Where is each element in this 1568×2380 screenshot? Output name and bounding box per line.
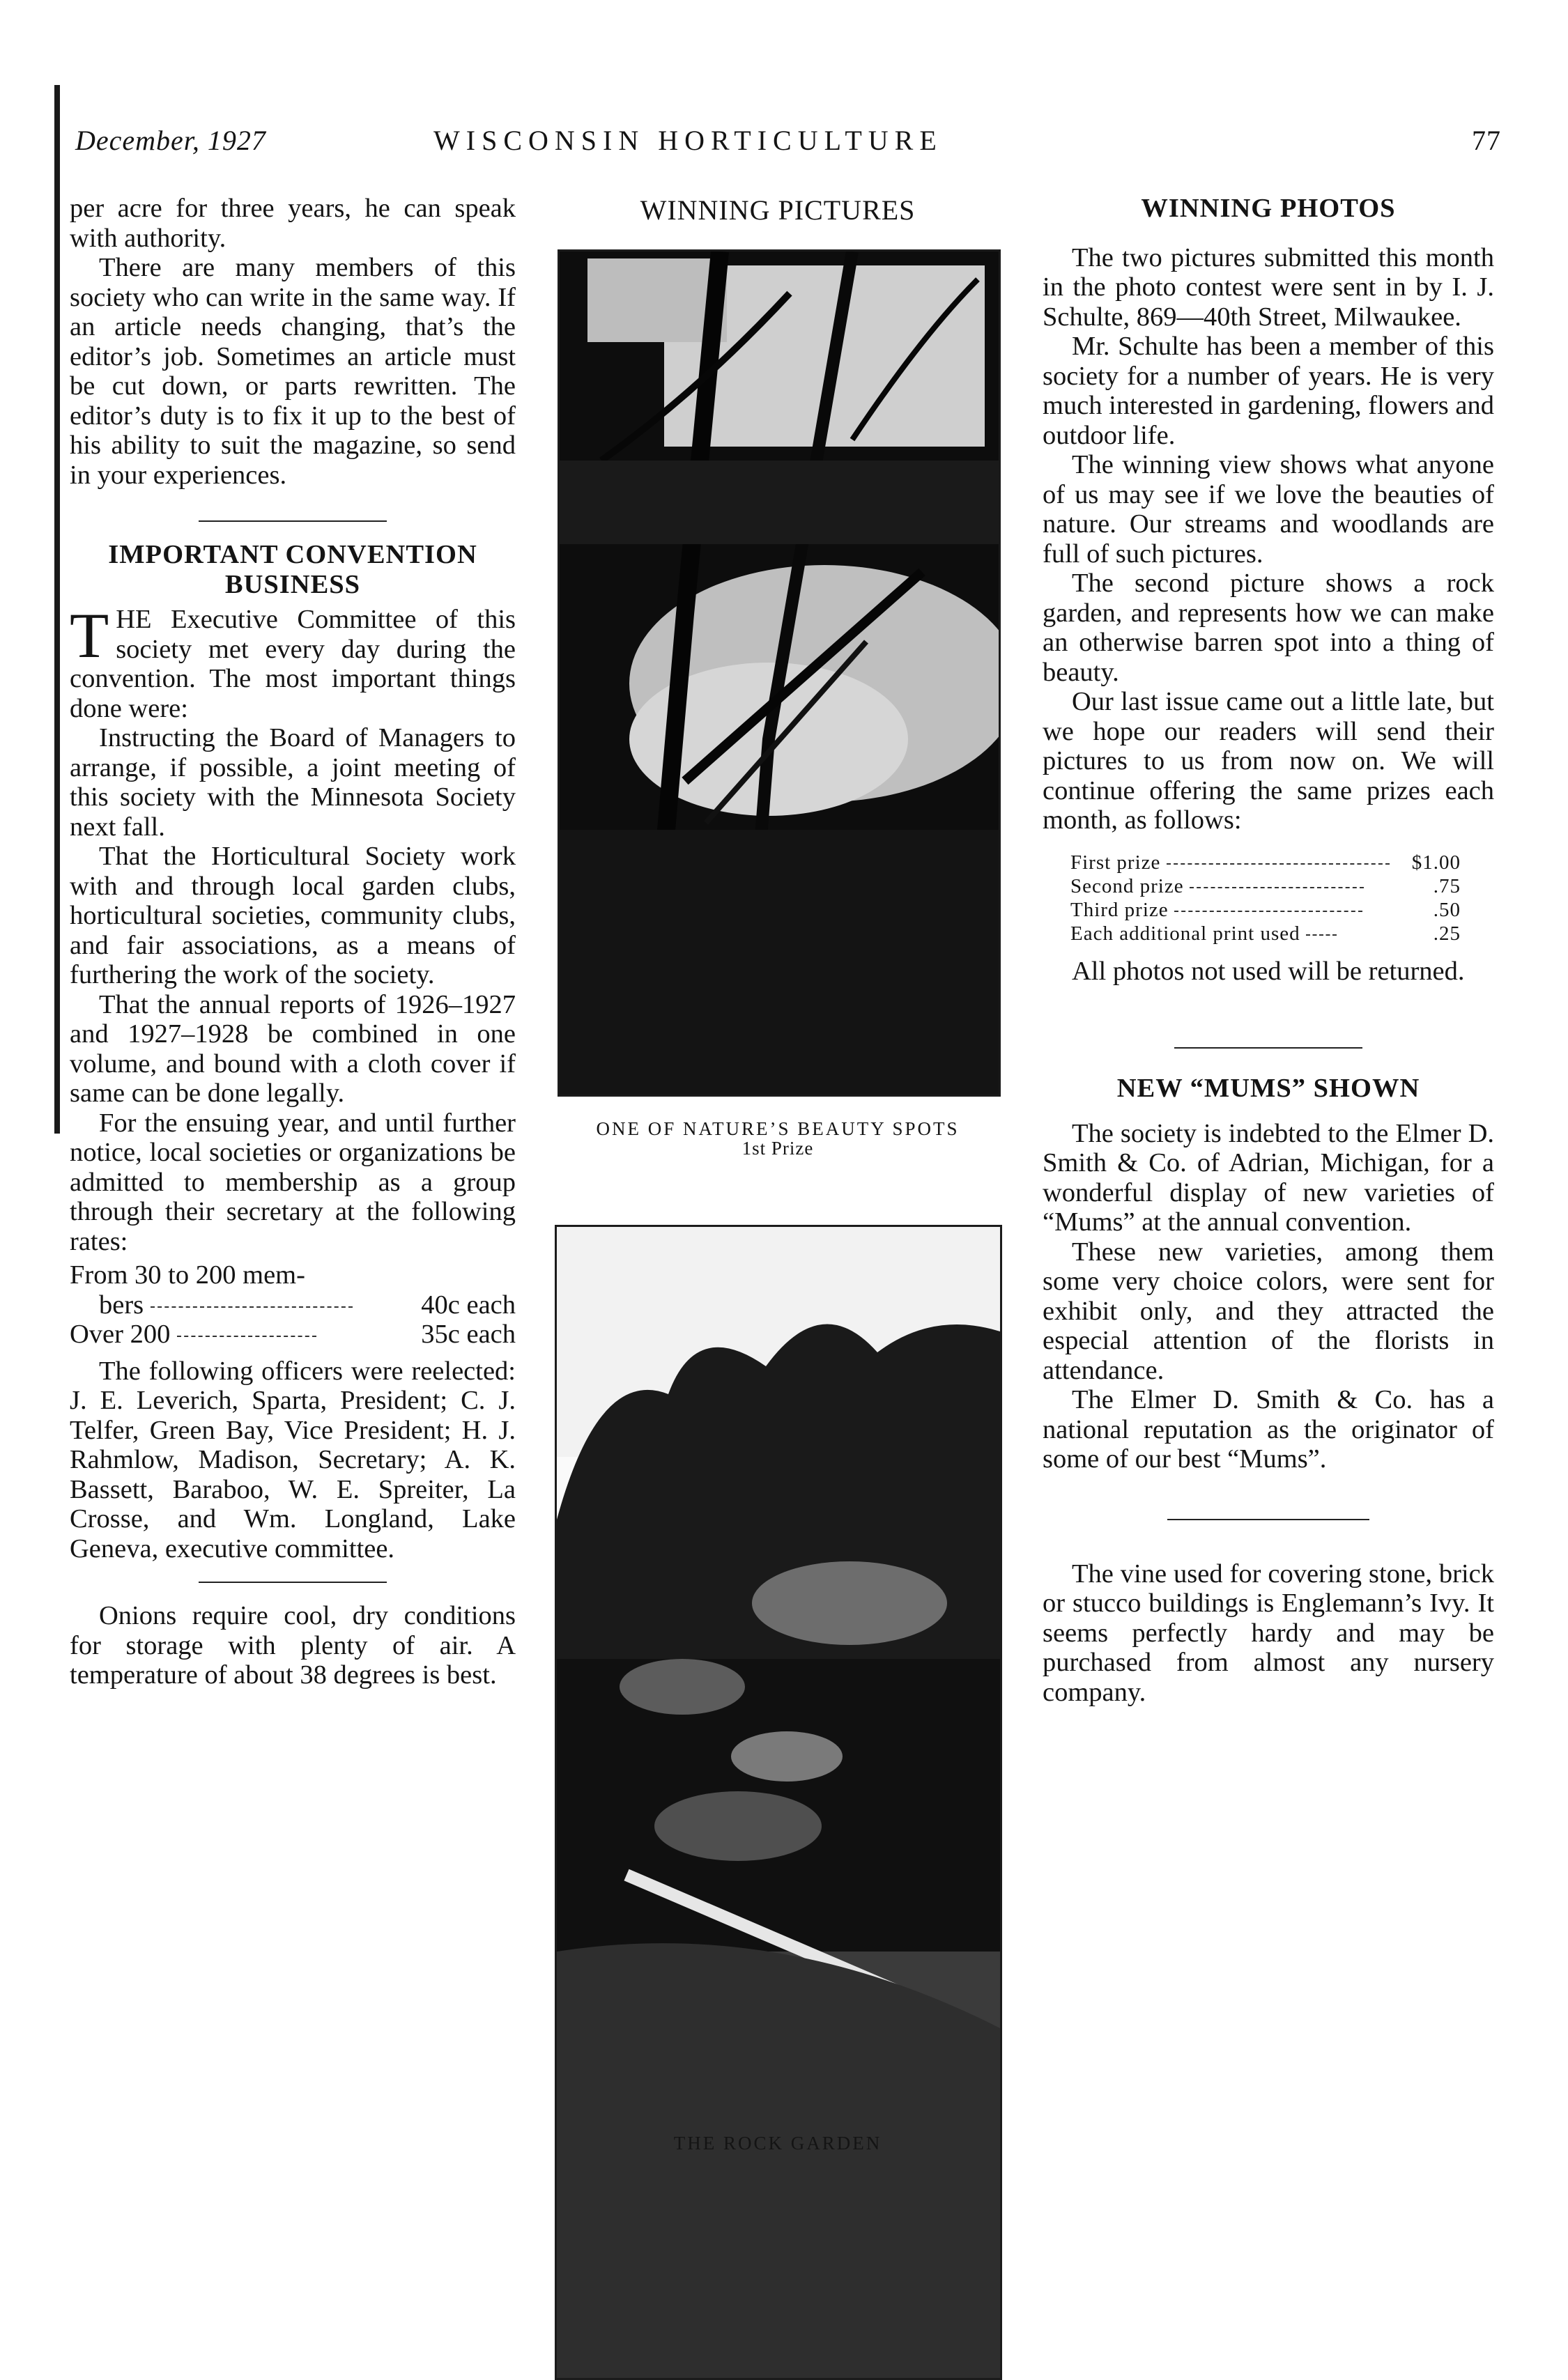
journal-title: WISCONSIN HORTICULTURE [433,125,943,156]
rate-label-cont: bers [70,1290,404,1320]
paragraph: Mr. Schulte has been a member of this society for a number of years. He is very much interested in gardening, flowers and outdoor life. [1043,332,1494,450]
rate-label: From 30 to 200 mem- [70,1260,305,1290]
table-row [1070,898,1461,922]
prize-label: Second prize [1070,874,1408,898]
paragraph: The two pictures submitted this month in the photo contest were sent in by I. J. Schulte, 869—40th Street, Milwaukee. [1043,242,1494,332]
prize-table [1070,851,1461,945]
table-row [1070,922,1461,945]
prize-value: .25 [1433,922,1461,945]
paragraph: The second picture shows a rock garden, and represents how we can make an otherwise barren spot into a thing of beauty. [1043,569,1494,687]
mums-section-title: NEW “MUMS” SHOWN [1116,1074,1420,1103]
ivy-note: The vine used for covering stone, brick or stucco buildings is Englemann’s Ivy. It seems perfectly hardy and may be purchased from almost any nursery company. [1043,1559,1494,1707]
prize-value: .75 [1433,874,1461,897]
leader-dots [151,1306,353,1308]
membership-rates-table [70,1260,516,1350]
photo2-caption: THE ROCK GARDEN [673,2133,882,2154]
paragraph: Instructing the Board of Managers to arrange, if possible, a joint meeting of this society with the Minnesota Society next fall. [70,723,516,842]
drop-cap: T [70,600,109,671]
paragraph: per acre for three years, he can speak with authority. [70,194,516,253]
table-row [1070,874,1461,898]
prize-value: .50 [1433,898,1461,921]
table-row [70,1320,516,1350]
paragraph: These new varieties, among them some very choice colors, were sent for exhibit only, and they attracted the especial attention of the florists in attendance. [1043,1237,1494,1385]
rate-value: 40c each [421,1290,516,1320]
page-number: 77 [1472,125,1501,156]
right-column [1043,194,1494,1707]
reflection-photo-graphic [560,252,999,1095]
section-divider [199,1582,387,1583]
rock-garden-photo-graphic [557,1227,1000,2378]
prize-label: Third prize [1070,898,1408,922]
prize-label: First prize [1070,851,1408,874]
table-row [70,1260,516,1290]
onions-note: Onions require cool, dry conditions for storage with plenty of air. A temperature of about 38 degrees is best. [70,1601,516,1690]
paragraph: The society is indebted to the Elmer D. Smith & Co. of Adrian, Michigan, for a wonderful display of new varieties of “Mums” at the annual convention. [1043,1118,1494,1237]
leader-dots [177,1336,316,1337]
table-row [70,1290,516,1320]
paragraph: That the annual reports of 1926–1927 and 1927–1928 be combined in one volume, and bound with a cloth cover if same can be done legally. [70,989,516,1108]
photo1-caption: ONE OF NATURE’S BEAUTY SPOTS 1st Prize [596,1118,960,1159]
paragraph: There are many members of this society who can write in the same way. If an article needs changing, that’s the editor’s job. Sometimes an article must be cut down, or parts rewritten. The editor’s duty is to fix it up to the best of his ability to suit the magazine, so send in your experiences. [70,253,516,490]
rate-value: 35c each [421,1320,516,1349]
section-divider [1167,1519,1369,1520]
winning-pictures-title: WINNING PICTURES [640,194,916,226]
paragraph: All photos not used will be returned. [1072,956,1465,986]
prize-value: $1.00 [1411,851,1461,874]
photo-nature-beauty-spot [558,249,1001,1097]
paragraph: The Elmer D. Smith & Co. has a national reputation as the originator of some of our best “Mums”. [1043,1385,1494,1474]
paragraph: The following officers were reelected: J. E. Leverich, Sparta, President; C. J. Telfer, Green Bay, Vice President; H. J. Rahmlow, Madison, Secretary; A. K. Bassett, Baraboo, W. E. Spreiter, La Crosse, and Wm. Longland, Lake Geneva, executive committee. [70,1356,516,1563]
table-row [1070,851,1461,874]
section-divider [1174,1047,1362,1049]
prize-label: Each additional print used [1070,922,1408,945]
issue-date: December, 1927 [75,125,266,156]
winning-photos-title: WINNING PHOTOS [1141,194,1396,223]
page-edge-bar [54,85,60,1134]
convention-section-title: IMPORTANT CONVENTION BUSINESS [108,540,477,599]
paragraph: The winning view shows what anyone of us may see if we love the beauties of nature. Our streams and woodlands are full of such pictures. [1043,450,1494,569]
paragraph: That the Horticultural Society work with and through local garden clubs, horticultural societies, community clubs, and fair associations, as a means of furthering the work of the society. [70,842,516,989]
left-column [70,194,516,1690]
photo-rock-garden [555,1225,1002,2380]
convention-intro: THE Executive Committee of this society met every day during the convention. The most important things done were: [70,600,516,723]
paragraph: For the ensuing year, and until further notice, local societies or organizations be admitted to membership as a group through their secretary at the following rates: [70,1108,516,1256]
rate-label: Over 200 [70,1320,404,1350]
section-divider [199,520,387,522]
paragraph: Our last issue came out a little late, but we hope our readers will send their pictures to us from now on. We will continue offering the same prizes each month, as follows: [1043,687,1494,835]
